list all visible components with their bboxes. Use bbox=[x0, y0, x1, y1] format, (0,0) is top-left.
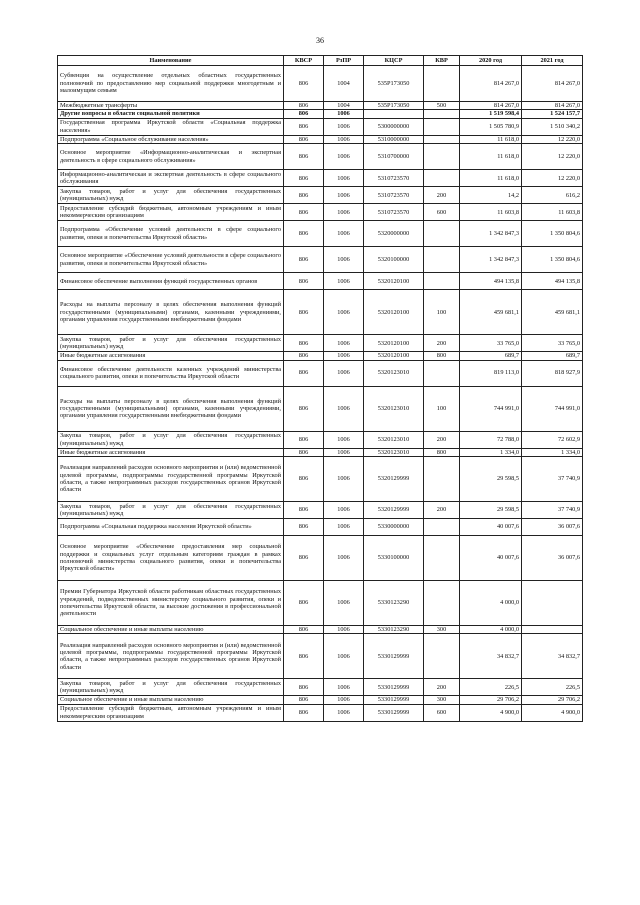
cell-kvr bbox=[424, 360, 460, 386]
cell-name: Межбюджетные трансферты bbox=[58, 102, 284, 110]
cell-kvr: 200 bbox=[424, 679, 460, 696]
cell-kvsr: 806 bbox=[284, 457, 324, 502]
cell-kvr bbox=[424, 170, 460, 187]
table-row bbox=[58, 273, 583, 290]
cell-kcsr: 5320120100 bbox=[364, 352, 424, 360]
cell-2021: 459 681,1 bbox=[522, 290, 583, 335]
cell-rzpr: 1006 bbox=[324, 679, 364, 696]
cell-kvr: 200 bbox=[424, 187, 460, 204]
cell-kvr: 600 bbox=[424, 204, 460, 221]
cell-2020: 494 135,8 bbox=[460, 273, 522, 290]
cell-kcsr: 5330129999 bbox=[364, 634, 424, 679]
cell-kvsr: 806 bbox=[284, 273, 324, 290]
table-row bbox=[58, 634, 583, 679]
cell-name: Финансовое обеспечение выполнения функций государственных органов bbox=[58, 273, 284, 290]
cell-name: Информационно-аналитическая и экспертная деятельность в сфере социального обслуживания bbox=[58, 170, 284, 187]
table-row bbox=[58, 431, 583, 448]
cell-rzpr: 1006 bbox=[324, 118, 364, 135]
cell-kvr: 600 bbox=[424, 704, 460, 721]
cell-name: Основное мероприятие «Информационно-аналитическая и экспертная деятельность в сфере социального обслуживания» bbox=[58, 144, 284, 170]
cell-2020: 1 342 847,3 bbox=[460, 247, 522, 273]
cell-kvsr: 806 bbox=[284, 170, 324, 187]
cell-kvsr: 806 bbox=[284, 187, 324, 204]
cell-rzpr: 1006 bbox=[324, 135, 364, 143]
cell-kvr bbox=[424, 135, 460, 143]
cell-2021: 1 334,0 bbox=[522, 448, 583, 456]
cell-rzpr: 1006 bbox=[324, 536, 364, 581]
cell-kvsr: 806 bbox=[284, 634, 324, 679]
cell-name: Иные бюджетные ассигнования bbox=[58, 352, 284, 360]
cell-kvsr: 806 bbox=[284, 386, 324, 431]
cell-kvr bbox=[424, 144, 460, 170]
cell-kcsr: 535P173050 bbox=[364, 66, 424, 102]
cell-name: Подпрограмма «Социальное обслуживание населения» bbox=[58, 135, 284, 143]
header-2020: 2020 год bbox=[460, 56, 522, 66]
cell-kvsr: 806 bbox=[284, 448, 324, 456]
cell-kvr: 500 bbox=[424, 102, 460, 110]
cell-rzpr: 1006 bbox=[324, 247, 364, 273]
table-row bbox=[58, 704, 583, 721]
cell-2020: 689,7 bbox=[460, 352, 522, 360]
cell-kvr: 300 bbox=[424, 696, 460, 704]
cell-name: Расходы на выплаты персоналу в целях обеспечения выполнения функций государственными (муниципальными) органами, казенными учреждениями, органами управления государственными внебюджетными фондами bbox=[58, 386, 284, 431]
cell-2021: 814 267,0 bbox=[522, 102, 583, 110]
cell-kvsr: 806 bbox=[284, 502, 324, 519]
cell-kvsr: 806 bbox=[284, 66, 324, 102]
cell-2020: 29 706,2 bbox=[460, 696, 522, 704]
cell-2020: 744 991,0 bbox=[460, 386, 522, 431]
cell-kvsr: 806 bbox=[284, 247, 324, 273]
cell-kcsr: 5320123010 bbox=[364, 448, 424, 456]
cell-kvr: 800 bbox=[424, 448, 460, 456]
table-row bbox=[58, 581, 583, 626]
cell-rzpr: 1006 bbox=[324, 634, 364, 679]
cell-name: Премии Губернатора Иркутской области работникам областных государственных учреждений, подведомственных министерству социального развития, опеки и попечительства Иркутской области, за высокие достижения в профессиональной деятельности bbox=[58, 581, 284, 626]
table-row bbox=[58, 386, 583, 431]
table-row bbox=[58, 679, 583, 696]
cell-kcsr: 5310000000 bbox=[364, 135, 424, 143]
cell-kvsr: 806 bbox=[284, 626, 324, 634]
cell-2020: 11 618,0 bbox=[460, 170, 522, 187]
cell-kcsr: 5330129999 bbox=[364, 696, 424, 704]
table-row bbox=[58, 144, 583, 170]
cell-name: Государственная программа Иркутской области «Социальная поддержка населения» bbox=[58, 118, 284, 135]
cell-name: Субвенция на осуществление отдельных областных государственных полномочий по предоставлению мер социальной поддержки многодетным и малоимущим семьям bbox=[58, 66, 284, 102]
cell-kvr: 100 bbox=[424, 386, 460, 431]
cell-rzpr: 1006 bbox=[324, 704, 364, 721]
cell-kcsr: 5320120100 bbox=[364, 273, 424, 290]
cell-2021: 689,7 bbox=[522, 352, 583, 360]
cell-2020: 29 598,5 bbox=[460, 457, 522, 502]
cell-2020: 40 007,6 bbox=[460, 519, 522, 536]
cell-rzpr: 1006 bbox=[324, 352, 364, 360]
table-row bbox=[58, 519, 583, 536]
table-row bbox=[58, 247, 583, 273]
cell-2020: 29 598,5 bbox=[460, 502, 522, 519]
cell-2021: 226,5 bbox=[522, 679, 583, 696]
cell-rzpr: 1006 bbox=[324, 360, 364, 386]
cell-2021: 29 706,2 bbox=[522, 696, 583, 704]
cell-2021: 616,2 bbox=[522, 187, 583, 204]
cell-2021: 36 007,6 bbox=[522, 536, 583, 581]
cell-2021: 37 740,9 bbox=[522, 502, 583, 519]
page-number: 36 bbox=[316, 36, 324, 45]
cell-name: Реализация направлений расходов основного мероприятия и (или) ведомственной целевой программы, подпрограммы государственной программы Иркутской области, а также непрограммных расходов государственных органов Иркутской области bbox=[58, 634, 284, 679]
cell-kvr: 200 bbox=[424, 431, 460, 448]
table-row bbox=[58, 536, 583, 581]
cell-kvsr: 806 bbox=[284, 431, 324, 448]
cell-kcsr: 5320123010 bbox=[364, 386, 424, 431]
cell-kvr: 200 bbox=[424, 502, 460, 519]
cell-rzpr: 1006 bbox=[324, 457, 364, 502]
cell-2020: 814 267,0 bbox=[460, 102, 522, 110]
cell-2020: 40 007,6 bbox=[460, 536, 522, 581]
cell-kvsr: 806 bbox=[284, 204, 324, 221]
cell-name: Закупка товаров, работ и услуг для обеспечения государственных (муниципальных) нужд bbox=[58, 679, 284, 696]
table-row bbox=[58, 102, 583, 110]
cell-name: Закупка товаров, работ и услуг для обеспечения государственных (муниципальных) нужд bbox=[58, 187, 284, 204]
cell-2021: 1 350 804,6 bbox=[522, 247, 583, 273]
table-row bbox=[58, 502, 583, 519]
table-row bbox=[58, 352, 583, 360]
cell-kvr bbox=[424, 118, 460, 135]
table-row bbox=[58, 187, 583, 204]
cell-kvsr: 806 bbox=[284, 110, 324, 118]
cell-rzpr: 1006 bbox=[324, 696, 364, 704]
table-row bbox=[58, 221, 583, 247]
cell-rzpr: 1006 bbox=[324, 335, 364, 352]
cell-name: Расходы на выплаты персоналу в целях обеспечения выполнения функций государственными (муниципальными) органами, казенными учреждениями, органами управления государственными внебюджетными фондами bbox=[58, 290, 284, 335]
table-row bbox=[58, 118, 583, 135]
cell-name: Финансовое обеспечение деятельности казенных учреждений министерства социального развития, опеки и попечительства Иркутской области bbox=[58, 360, 284, 386]
cell-kcsr: 5320129999 bbox=[364, 502, 424, 519]
table-row bbox=[58, 626, 583, 634]
cell-kvsr: 806 bbox=[284, 118, 324, 135]
header-rzpr: РзПР bbox=[324, 56, 364, 66]
cell-kvsr: 806 bbox=[284, 581, 324, 626]
cell-2020: 4 900,0 bbox=[460, 704, 522, 721]
cell-2021: 494 135,8 bbox=[522, 273, 583, 290]
cell-kvr bbox=[424, 536, 460, 581]
cell-2020: 1 334,0 bbox=[460, 448, 522, 456]
header-kcsr: КЦСР bbox=[364, 56, 424, 66]
cell-2021: 818 927,9 bbox=[522, 360, 583, 386]
header-name: Наименование bbox=[58, 56, 284, 66]
cell-2020: 4 000,0 bbox=[460, 581, 522, 626]
cell-kvr bbox=[424, 634, 460, 679]
cell-name: Социальное обеспечение и иные выплаты населению bbox=[58, 696, 284, 704]
cell-2020: 819 113,0 bbox=[460, 360, 522, 386]
cell-rzpr: 1006 bbox=[324, 187, 364, 204]
cell-kcsr: 5310723570 bbox=[364, 204, 424, 221]
cell-2020: 11 618,0 bbox=[460, 144, 522, 170]
cell-rzpr: 1006 bbox=[324, 386, 364, 431]
table-row bbox=[58, 66, 583, 102]
cell-2020: 1 505 780,9 bbox=[460, 118, 522, 135]
cell-2020: 11 603,8 bbox=[460, 204, 522, 221]
cell-kvsr: 806 bbox=[284, 696, 324, 704]
cell-kvsr: 806 bbox=[284, 360, 324, 386]
cell-rzpr: 1006 bbox=[324, 519, 364, 536]
cell-kvr bbox=[424, 519, 460, 536]
table-row bbox=[58, 360, 583, 386]
header-kvr: КВР bbox=[424, 56, 460, 66]
cell-kcsr: 5320100000 bbox=[364, 247, 424, 273]
table-row bbox=[58, 170, 583, 187]
table-row bbox=[58, 110, 583, 118]
cell-rzpr: 1006 bbox=[324, 110, 364, 118]
cell-rzpr: 1006 bbox=[324, 204, 364, 221]
header-kvsr: КВСР bbox=[284, 56, 324, 66]
cell-name: Закупка товаров, работ и услуг для обеспечения государственных (муниципальных) нужд bbox=[58, 431, 284, 448]
cell-kcsr: 5330123290 bbox=[364, 581, 424, 626]
cell-kcsr: 5310700000 bbox=[364, 144, 424, 170]
cell-kcsr: 5320120100 bbox=[364, 335, 424, 352]
cell-name: Социальное обеспечение и иные выплаты населению bbox=[58, 626, 284, 634]
cell-kvsr: 806 bbox=[284, 679, 324, 696]
table-row bbox=[58, 290, 583, 335]
cell-kcsr: 5330000000 bbox=[364, 519, 424, 536]
cell-kcsr: 5330100000 bbox=[364, 536, 424, 581]
cell-name: Реализация направлений расходов основного мероприятия и (или) ведомственной целевой программы, подпрограммы государственной программы Иркутской области, а также непрограммных расходов государственных органов Иркутской области bbox=[58, 457, 284, 502]
header-2021: 2021 год bbox=[522, 56, 583, 66]
cell-kcsr bbox=[364, 110, 424, 118]
cell-kvr bbox=[424, 110, 460, 118]
cell-2021: 4 900,0 bbox=[522, 704, 583, 721]
cell-name: Подпрограмма «Социальная поддержка населения Иркутской области» bbox=[58, 519, 284, 536]
cell-2021: 814 267,0 bbox=[522, 66, 583, 102]
cell-2021 bbox=[522, 626, 583, 634]
cell-kcsr: 5330129999 bbox=[364, 704, 424, 721]
cell-2021: 72 602,9 bbox=[522, 431, 583, 448]
cell-kvsr: 806 bbox=[284, 519, 324, 536]
cell-kvr bbox=[424, 273, 460, 290]
cell-2020: 814 267,0 bbox=[460, 66, 522, 102]
table-row bbox=[58, 696, 583, 704]
cell-kvsr: 806 bbox=[284, 144, 324, 170]
cell-rzpr: 1006 bbox=[324, 144, 364, 170]
cell-name: Закупка товаров, работ и услуг для обеспечения государственных (муниципальных) нужд bbox=[58, 502, 284, 519]
cell-kvr: 300 bbox=[424, 626, 460, 634]
budget-table bbox=[57, 55, 583, 722]
cell-2020: 4 000,0 bbox=[460, 626, 522, 634]
cell-kcsr: 5320129999 bbox=[364, 457, 424, 502]
cell-kcsr: 5320123010 bbox=[364, 431, 424, 448]
cell-rzpr: 1006 bbox=[324, 170, 364, 187]
cell-rzpr: 1006 bbox=[324, 273, 364, 290]
cell-rzpr: 1006 bbox=[324, 221, 364, 247]
cell-rzpr: 1006 bbox=[324, 431, 364, 448]
cell-rzpr: 1006 bbox=[324, 581, 364, 626]
cell-rzpr: 1004 bbox=[324, 102, 364, 110]
cell-2021 bbox=[522, 581, 583, 626]
cell-2021: 12 220,0 bbox=[522, 144, 583, 170]
cell-kvr: 200 bbox=[424, 335, 460, 352]
cell-2020: 14,2 bbox=[460, 187, 522, 204]
cell-2021: 744 991,0 bbox=[522, 386, 583, 431]
table-header-row bbox=[58, 56, 583, 66]
cell-kvr bbox=[424, 247, 460, 273]
cell-name: Основное мероприятие «Обеспечение предоставления мер социальной поддержки и социальных услуг отдельным категориям граждан в рамках полномочий министерства социального развития, опеки и попечительства Иркутской области» bbox=[58, 536, 284, 581]
cell-name: Основное мероприятие «Обеспечение условий деятельности в сфере социального развития, опеки и попечительства Иркутской области» bbox=[58, 247, 284, 273]
table-row bbox=[58, 135, 583, 143]
cell-2021: 34 832,7 bbox=[522, 634, 583, 679]
cell-2020: 11 618,0 bbox=[460, 135, 522, 143]
cell-kvsr: 806 bbox=[284, 536, 324, 581]
cell-kvr bbox=[424, 66, 460, 102]
cell-kvr bbox=[424, 221, 460, 247]
cell-rzpr: 1006 bbox=[324, 502, 364, 519]
cell-kvsr: 806 bbox=[284, 704, 324, 721]
table-body bbox=[58, 66, 583, 722]
cell-kcsr: 5320123010 bbox=[364, 360, 424, 386]
cell-2021: 12 220,0 bbox=[522, 170, 583, 187]
cell-name: Предоставление субсидий бюджетным, автономным учреждениям и иным некоммерческим организациям bbox=[58, 204, 284, 221]
cell-kvsr: 806 bbox=[284, 221, 324, 247]
cell-2020: 1 519 598,4 bbox=[460, 110, 522, 118]
cell-2021: 1 524 157,7 bbox=[522, 110, 583, 118]
cell-2021: 11 603,8 bbox=[522, 204, 583, 221]
cell-kvr bbox=[424, 457, 460, 502]
cell-rzpr: 1006 bbox=[324, 626, 364, 634]
cell-kvsr: 806 bbox=[284, 352, 324, 360]
cell-kcsr: 5330129999 bbox=[364, 679, 424, 696]
cell-kvsr: 806 bbox=[284, 102, 324, 110]
cell-kvr: 100 bbox=[424, 290, 460, 335]
cell-2020: 1 342 847,3 bbox=[460, 221, 522, 247]
cell-kvr: 800 bbox=[424, 352, 460, 360]
cell-2020: 34 832,7 bbox=[460, 634, 522, 679]
cell-name: Подпрограмма «Обеспечение условий деятельности в сфере социального развития, опеки и попечительства Иркутской области» bbox=[58, 221, 284, 247]
cell-name: Предоставление субсидий бюджетным, автономным учреждениям и иным некоммерческим организациям bbox=[58, 704, 284, 721]
cell-rzpr: 1006 bbox=[324, 290, 364, 335]
cell-2021: 1 510 340,2 bbox=[522, 118, 583, 135]
cell-kcsr: 5310723570 bbox=[364, 170, 424, 187]
cell-2021: 12 220,0 bbox=[522, 135, 583, 143]
cell-2020: 226,5 bbox=[460, 679, 522, 696]
cell-kcsr: 5310723570 bbox=[364, 187, 424, 204]
cell-rzpr: 1004 bbox=[324, 66, 364, 102]
cell-kcsr: 5320120100 bbox=[364, 290, 424, 335]
cell-kcsr: 5330123290 bbox=[364, 626, 424, 634]
cell-2020: 459 681,1 bbox=[460, 290, 522, 335]
cell-2021: 1 350 804,6 bbox=[522, 221, 583, 247]
cell-rzpr: 1006 bbox=[324, 448, 364, 456]
cell-kvsr: 806 bbox=[284, 335, 324, 352]
cell-2021: 36 007,6 bbox=[522, 519, 583, 536]
table-row bbox=[58, 335, 583, 352]
cell-2020: 72 788,0 bbox=[460, 431, 522, 448]
cell-2020: 33 765,0 bbox=[460, 335, 522, 352]
table-row bbox=[58, 457, 583, 502]
cell-kvr bbox=[424, 581, 460, 626]
cell-kcsr: 5300000000 bbox=[364, 118, 424, 135]
cell-kcsr: 535P173050 bbox=[364, 102, 424, 110]
cell-kcsr: 5320000000 bbox=[364, 221, 424, 247]
cell-kvsr: 806 bbox=[284, 290, 324, 335]
cell-name: Иные бюджетные ассигнования bbox=[58, 448, 284, 456]
cell-kvsr: 806 bbox=[284, 135, 324, 143]
cell-2021: 33 765,0 bbox=[522, 335, 583, 352]
table-row bbox=[58, 448, 583, 456]
cell-2021: 37 740,9 bbox=[522, 457, 583, 502]
table-row bbox=[58, 204, 583, 221]
cell-name: Закупка товаров, работ и услуг для обеспечения государственных (муниципальных) нужд bbox=[58, 335, 284, 352]
cell-name: Другие вопросы в области социальной политики bbox=[58, 110, 284, 118]
